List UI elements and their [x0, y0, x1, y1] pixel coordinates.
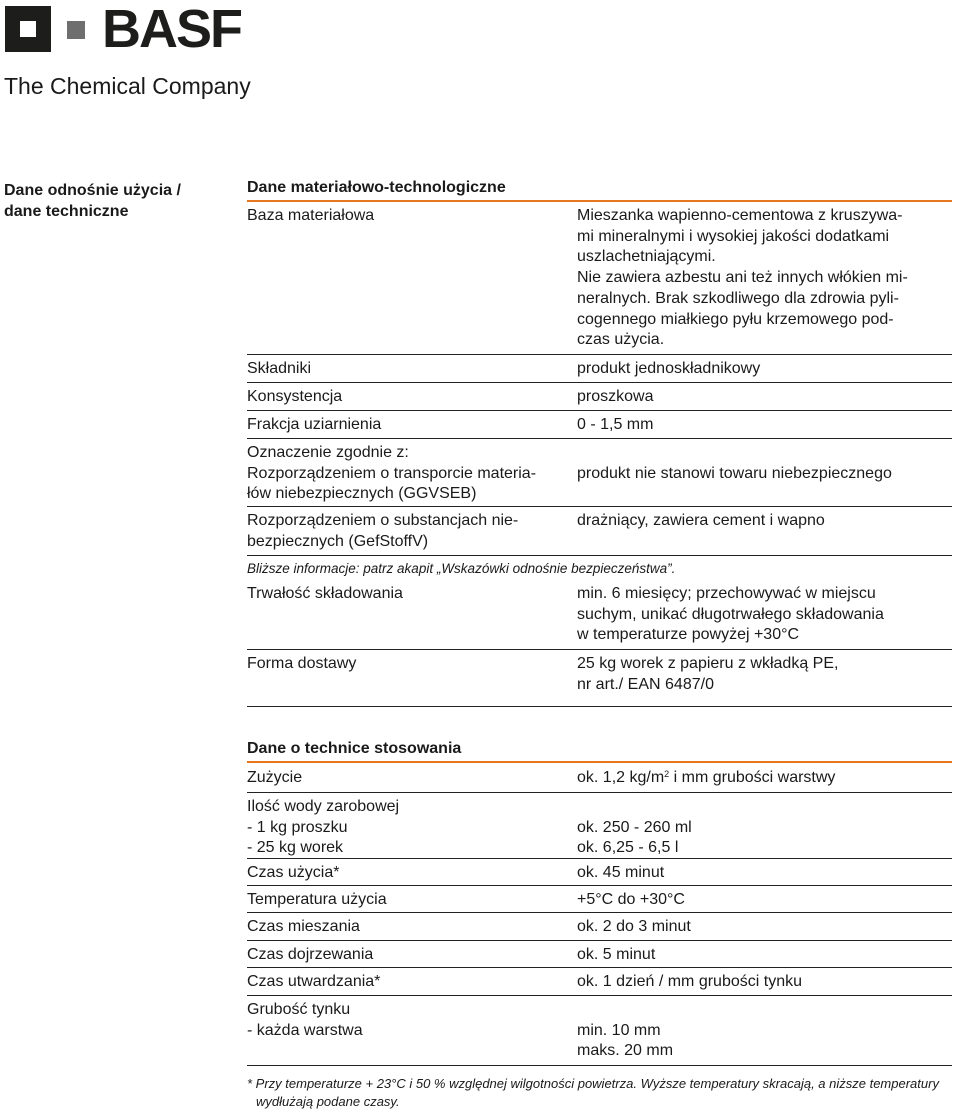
footnote: * Przy temperaturze + 23°C i 50 % względnej wilgotności powietrza. Wyższe temperatury skracają, a niższe temperatury wydłużają podane czasy. [247, 1076, 939, 1109]
company-tagline: The Chemical Company [4, 73, 251, 99]
row-value: ok. 250 - 260 ml ok. 6,25 - 6,5 l [577, 818, 692, 857]
row-value: 0 - 1,5 mm [577, 416, 654, 433]
row-value: ok. 1 dzień / mm grubości tynku [577, 973, 802, 990]
row-label: Zużycie [247, 769, 303, 786]
table-row [247, 650, 952, 707]
safety-note: Bliższe informacje: patrz akapit „Wskazówki odnośnie bezpieczeństwa”. [247, 561, 676, 576]
table-row [247, 411, 952, 439]
material-rows-2 [247, 580, 952, 707]
material-rows [247, 202, 952, 556]
application-rows [247, 793, 952, 1066]
material-data-section [247, 178, 952, 707]
row-label: Czas użycia* [247, 864, 340, 881]
table-row [247, 859, 952, 886]
row-value: ok. 2 do 3 minut [577, 918, 691, 935]
row-label: Konsystencja [247, 388, 343, 405]
table-row [247, 202, 952, 355]
table-row [247, 355, 952, 383]
row-label: Baza materiałowa [247, 207, 375, 224]
application-section-title: Dane o technice stosowania [247, 739, 952, 763]
row-label: Składniki [247, 360, 312, 377]
table-row [247, 507, 952, 556]
row-value: drażniący, zawiera cement i wapno [577, 512, 825, 529]
table-row [247, 968, 952, 996]
table-row [247, 941, 952, 968]
row-value: ok. 5 minut [577, 946, 656, 963]
logo-grey-square-icon [67, 21, 85, 39]
row-value: +5°C do +30°C [577, 891, 685, 908]
row-value: ok. 45 minut [577, 864, 665, 881]
side-heading: Dane odnośnie użycia / dane techniczne [4, 182, 181, 220]
row-value: 25 kg worek z papieru z wkładką PE, nr art./ EAN 6487/0 [577, 655, 839, 693]
material-section-title: Dane materiałowo-technologiczne [247, 178, 952, 202]
row-label: Oznaczenie zgodnie z: Rozporządzeniem o transporcie materia- łów niebezpiecznych (GGVSEB) [247, 444, 537, 503]
table-row [247, 439, 952, 507]
row-label: Czas dojrzewania [247, 946, 374, 963]
row-value: min. 10 mm maks. 20 mm [577, 1021, 674, 1060]
table-row [247, 996, 952, 1066]
row-label: Czas utwardzania* [247, 973, 381, 990]
table-row [247, 913, 952, 941]
basf-logo [5, 0, 265, 59]
table-row [247, 580, 952, 650]
row-value: proszkowa [577, 388, 654, 405]
row-value: produkt nie stanowi towaru niebezpiecznego [577, 464, 892, 482]
row-value: produkt jednoskładnikowy [577, 360, 761, 377]
row-value: Mieszanka wapienno-cementowa z kruszywa- mi mineralnymi i wysokiej jakości dodatkami uszlachetniającymi. Nie zawiera azbestu ani też innych włókien mi- neralnych. Brak szkodliwego dla zdrowia pyli- cogennego miałkiego pyłu krzemowego pod- czas użycia. [577, 207, 908, 349]
row-label: Frakcja uziarnienia [247, 416, 382, 433]
application-data-section [247, 739, 952, 1066]
logo-wordmark: BASF [102, 0, 241, 59]
table-row [247, 793, 952, 859]
row-label: Trwałość składowania [247, 585, 403, 602]
row-label: Czas mieszania [247, 918, 360, 935]
row-value: ok. 1,2 $kg/m^2$ i mm grubości warstwy [577, 769, 836, 786]
row-label: Forma dostawy [247, 655, 357, 672]
logo-square-icon [5, 6, 51, 52]
row-label: Rozporządzeniem o substancjach nie- bezpiecznych (GefStoffV) [247, 512, 519, 550]
row-label: Temperatura użycia [247, 891, 387, 908]
row-label: Ilość wody zarobowej - 1 kg proszku - 25 kg worek [247, 798, 400, 857]
row-label: Grubość tynku - każda warstwa [247, 1001, 363, 1039]
table-row [247, 383, 952, 411]
table-row [247, 763, 952, 793]
row-value: min. 6 miesięcy; przechowywać w miejscu suchym, unikać długotrwałego składowania w temperaturze powyżej +30°C [577, 585, 884, 644]
table-row [247, 886, 952, 913]
